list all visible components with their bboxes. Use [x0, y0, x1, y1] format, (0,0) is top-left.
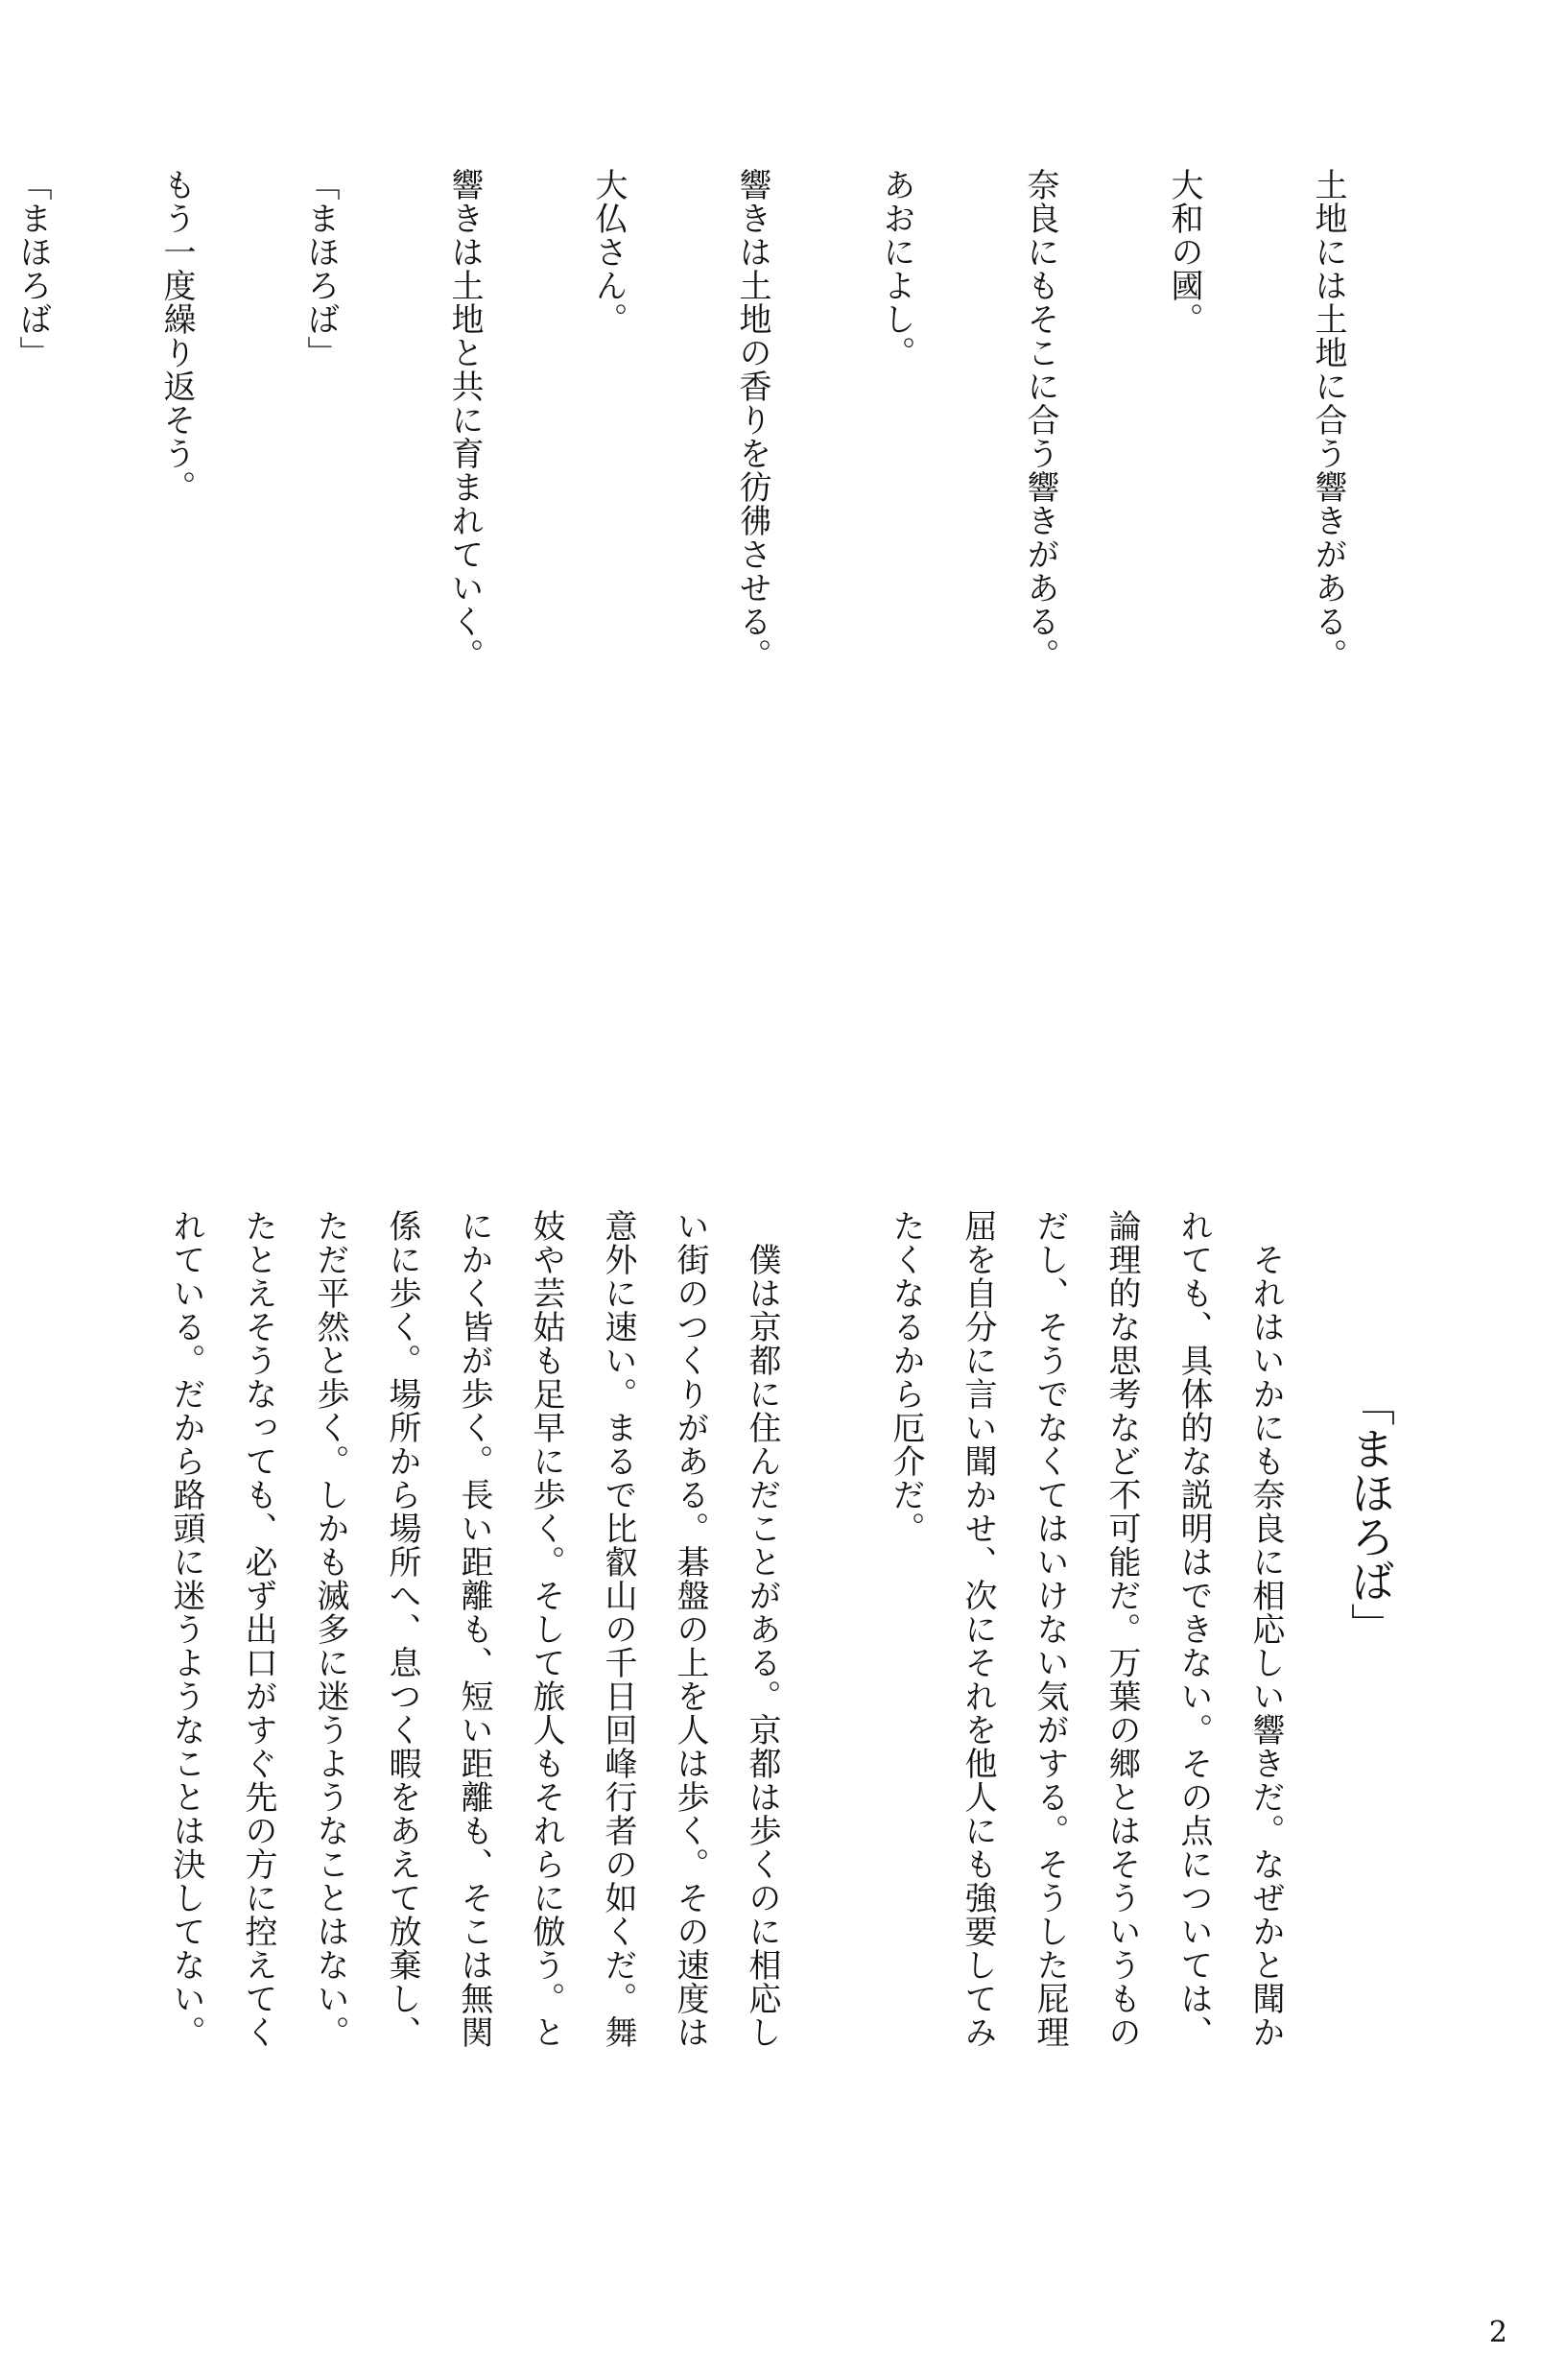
text-line: 大和の國。 [1165, 168, 1203, 336]
prose-block [150, 1209, 1301, 2217]
text-line: 「まほろば」 [13, 168, 52, 369]
text-line: 妓や芸姑も足早に歩く。そして旅人もそれらに倣う。と [527, 1209, 565, 2049]
text-line: い街のつくりがある。碁盤の上を人は歩く。その速度は [671, 1209, 709, 2049]
text-line: 係に歩く。場所から場所へ、息つく暇をあえて放棄し、 [383, 1209, 421, 2049]
text-line [797, 1209, 869, 2217]
section-heading: 「まほろば」 [1344, 1382, 1396, 1647]
text-line [1220, 168, 1292, 1166]
text-line: だし、そうでなくてはいけない気がする。そうした屁理 [1031, 1209, 1069, 2049]
text-line: 論理的な思考など不可能だ。万葉の郷とはそういうもの [1102, 1209, 1141, 2049]
text-line: れても、具体的な説明はできない。その点については、 [1174, 1209, 1213, 2049]
text-line: それはいかにも奈良に相応しい響きだ。なぜかと聞か [1246, 1209, 1285, 2049]
text-line [788, 168, 860, 1166]
text-line: 意外に速い。まるで比叡山の千日回峰行者の如くだ。舞 [599, 1209, 637, 2049]
text-line: 「まほろば」 [301, 168, 340, 369]
text-line: にかく皆が歩く。長い距離も、短い距離も、そこは無関 [455, 1209, 493, 2049]
text-line: れている。だから路頭に迷うようなことは決してない。 [167, 1209, 205, 2049]
top-poem-block [0, 168, 1363, 1166]
text-line: ただ平然と歩く。しかも滅多に迷うようなことはない。 [311, 1209, 349, 2049]
text-line [500, 168, 572, 1166]
text-line: 大仏さん。 [589, 168, 628, 336]
text-line [644, 168, 716, 1166]
text-line: 土地には土地に合う響きがある。 [1309, 168, 1347, 672]
text-line: あおによし。 [877, 168, 915, 369]
text-line [68, 168, 140, 1166]
text-line [356, 168, 428, 1166]
text-line [932, 168, 1004, 1166]
text-line: 奈良にもそこに合う響きがある。 [1021, 168, 1059, 672]
text-line [212, 168, 284, 1166]
text-line: 屈を自分に言い聞かせ、次にそれを他人にも強要してみ [959, 1209, 997, 2049]
text-line: たくなるから厄介だ。 [887, 1209, 925, 1545]
text-line: 僕は京都に住んだことがある。京都は歩くのに相応し [743, 1209, 781, 2049]
text-line: 響きは土地と共に育まれていく。 [445, 168, 484, 672]
text-line: 響きは土地の香りを彷彿させる。 [733, 168, 771, 672]
page-number: 2 [1488, 2316, 1507, 2349]
text-line: たとえそうなっても、必ず出口がすぐ先の方に控えてく [239, 1209, 277, 2049]
text-line: もう一度繰り返そう。 [157, 168, 196, 504]
text-line [1076, 168, 1148, 1166]
